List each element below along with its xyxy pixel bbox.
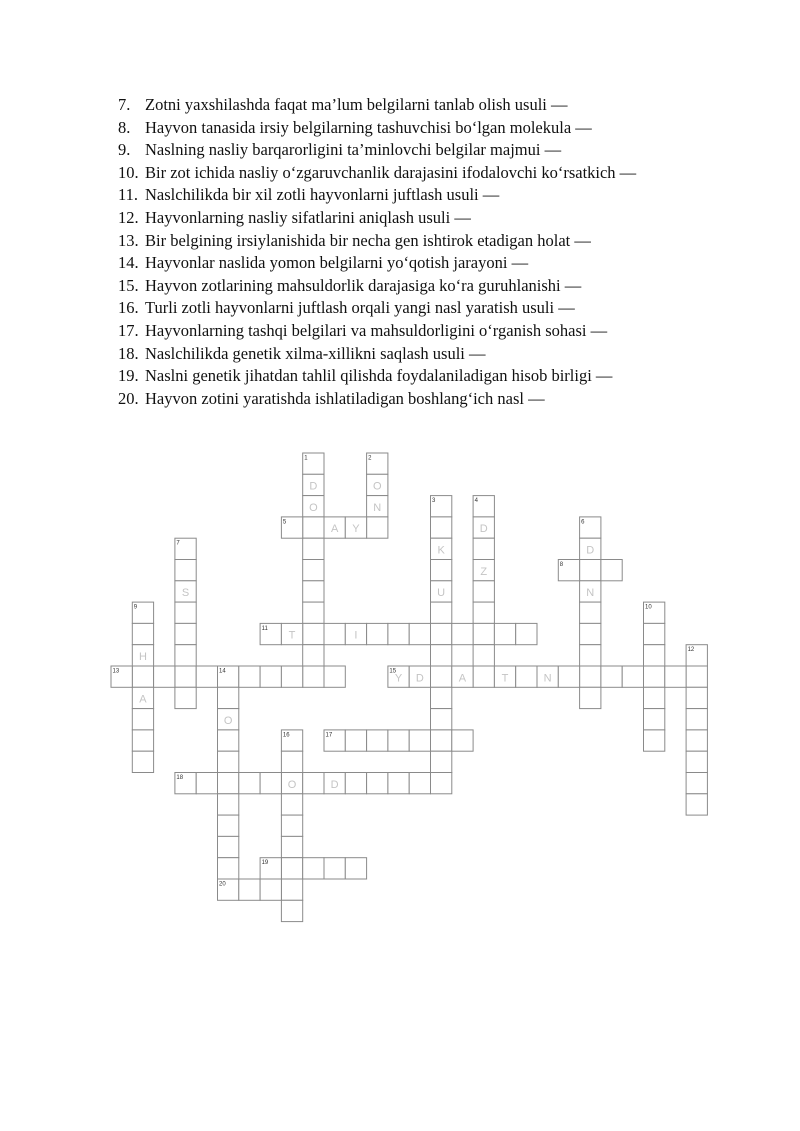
crossword-cell[interactable]: [431, 751, 452, 772]
crossword-cell[interactable]: [644, 709, 665, 730]
crossword-cell[interactable]: [281, 794, 302, 815]
cell-number: 4: [474, 498, 478, 505]
crossword-cell[interactable]: [452, 730, 473, 751]
crossword-cell[interactable]: [644, 623, 665, 644]
crossword-cell[interactable]: [601, 560, 622, 581]
cell-letter: H: [138, 651, 147, 664]
cell-letter: O: [223, 714, 233, 727]
clue-item: 11. Naslchilikda bir xil zotli hayvonlarni juftlash usuli —: [118, 185, 500, 205]
crossword-cell[interactable]: [196, 773, 217, 794]
crossword-cell[interactable]: [431, 602, 452, 623]
crossword-cell[interactable]: [303, 581, 324, 602]
cell-letter: I: [354, 629, 358, 642]
crossword-cell[interactable]: [367, 517, 388, 538]
crossword-cell[interactable]: [473, 645, 494, 666]
crossword-cell[interactable]: [239, 879, 260, 900]
cell-letter: O: [309, 501, 318, 514]
crossword-cell[interactable]: [367, 773, 388, 794]
cell-number: 6: [581, 519, 585, 526]
crossword-cell[interactable]: [175, 560, 196, 581]
clue-item: 14. Hayvonlar naslida yomon belgilarni yo‘qotish jarayoni —: [118, 253, 529, 273]
crossword-cell[interactable]: [218, 773, 239, 794]
cell-number: 19: [261, 860, 269, 867]
cell-number: 18: [176, 775, 184, 781]
clue-item: 8. Hayvon tanasida irsiy belgilarning tashuvchisi bo‘lgan molekula —: [118, 117, 592, 137]
cell-letter: S: [181, 587, 190, 600]
cell-number: 17: [325, 732, 333, 739]
crossword-cell[interactable]: [303, 773, 324, 794]
clue-item: 12. Hayvonlarning nasliy sifatlarini aniqlash usuli —: [118, 207, 471, 227]
crossword-cell[interactable]: [154, 666, 175, 687]
crossword-cell[interactable]: [388, 623, 409, 644]
cell-number: 11: [261, 625, 268, 632]
cell-letter: D: [586, 544, 595, 557]
crossword-cell[interactable]: [132, 730, 153, 751]
crossword-cell[interactable]: [303, 645, 324, 666]
crossword-cell[interactable]: [132, 751, 153, 772]
clue-item: 10. Bir zot ichida nasliy o‘zgaruvchanlik darajasini ifodalovchi ko‘rsatkich —: [118, 162, 637, 182]
cell-number: 7: [176, 540, 180, 547]
crossword-cell[interactable]: [558, 666, 579, 687]
crossword-cell[interactable]: [260, 666, 281, 687]
cell-letter: D: [309, 480, 318, 493]
crossword-cell[interactable]: [132, 623, 153, 644]
crossword-cell[interactable]: [601, 666, 622, 687]
crossword-cell[interactable]: [409, 730, 430, 751]
crossword-cell[interactable]: [239, 773, 260, 794]
crossword-cell[interactable]: [281, 879, 302, 900]
crossword-cell[interactable]: [367, 730, 388, 751]
crossword-cell[interactable]: [431, 666, 452, 687]
cell-letter: A: [139, 693, 147, 706]
crossword-cell[interactable]: [303, 517, 324, 538]
crossword-cell[interactable]: [281, 858, 302, 879]
crossword-cell[interactable]: [218, 815, 239, 836]
cell-number: 2: [368, 455, 372, 462]
crossword-cell[interactable]: [686, 666, 707, 687]
crossword-cell[interactable]: [218, 751, 239, 772]
crossword-cell[interactable]: [175, 687, 196, 708]
cell-number: 10: [645, 604, 652, 611]
cell-letter: N: [373, 501, 382, 514]
crossword-cell[interactable]: [303, 560, 324, 581]
crossword-cell[interactable]: [686, 794, 707, 815]
cell-number: 13: [112, 668, 120, 675]
crossword-cell[interactable]: [431, 687, 452, 708]
crossword-cell[interactable]: [644, 730, 665, 751]
crossword-cell[interactable]: [281, 836, 302, 857]
crossword-cell[interactable]: [175, 645, 196, 666]
cell-number: 20: [219, 881, 226, 888]
crossword-cell[interactable]: [281, 751, 302, 772]
crossword-cell[interactable]: [409, 773, 430, 794]
crossword-cell[interactable]: [431, 560, 452, 581]
crossword-cell[interactable]: [196, 666, 217, 687]
crossword-cell[interactable]: [260, 773, 281, 794]
cell-letter: T: [501, 672, 509, 685]
crossword-cell[interactable]: [644, 645, 665, 666]
crossword-cell[interactable]: [431, 709, 452, 730]
crossword-cell[interactable]: [686, 730, 707, 751]
crossword-cell[interactable]: [473, 602, 494, 623]
crossword-cell[interactable]: [452, 623, 473, 644]
cell-number: 5: [282, 519, 287, 526]
cell-letter: Y: [352, 523, 360, 536]
cell-letter: D: [415, 672, 424, 685]
crossword-cell[interactable]: [580, 666, 601, 687]
crossword-cell[interactable]: [324, 858, 345, 879]
crossword-cell[interactable]: [345, 730, 366, 751]
crossword-cell[interactable]: [516, 666, 537, 687]
cell-letter: A: [458, 672, 467, 685]
crossword-cell[interactable]: [431, 517, 452, 538]
crossword-cell[interactable]: [218, 730, 239, 751]
clue-item: 13. Bir belgining irsiylanishida bir necha gen ishtirok etadigan holat —: [118, 230, 591, 250]
crossword-cell[interactable]: [431, 730, 452, 751]
crossword-cell[interactable]: [665, 666, 686, 687]
crossword-cell[interactable]: [175, 666, 196, 687]
crossword-cell[interactable]: [431, 773, 452, 794]
crossword-cell[interactable]: [686, 687, 707, 708]
cell-letter: Z: [480, 565, 488, 578]
crossword-cell[interactable]: [388, 730, 409, 751]
cell-letter: D: [479, 523, 488, 536]
crossword-cell[interactable]: [473, 538, 494, 559]
crossword-cell[interactable]: [367, 623, 388, 644]
crossword-cell[interactable]: [580, 560, 601, 581]
crossword-cell[interactable]: [281, 666, 302, 687]
crossword-cell[interactable]: [580, 687, 601, 708]
cell-number: 1: [304, 455, 308, 462]
cell-number: 16: [282, 732, 290, 739]
cell-number: 15: [389, 668, 397, 675]
crossword-cell[interactable]: [686, 751, 707, 772]
cell-number: 14: [219, 668, 226, 675]
crossword-cell[interactable]: [580, 645, 601, 666]
crossword-cell[interactable]: [388, 773, 409, 794]
clue-item: 15. Hayvon zotlarining mahsuldorlik darajasiga ko‘ra guruhlanishi —: [118, 275, 582, 295]
crossword-cell[interactable]: [303, 602, 324, 623]
crossword-cell[interactable]: [580, 602, 601, 623]
crossword-cell[interactable]: [260, 879, 281, 900]
clue-item: 7. Zotni yaxshilashda faqat ma’lum belgilarni tanlab olish usuli —: [118, 95, 568, 114]
crossword-cell[interactable]: [303, 623, 324, 644]
cell-letter: U: [437, 587, 446, 600]
crossword-cell[interactable]: [218, 836, 239, 857]
crossword-cell[interactable]: [622, 666, 643, 687]
crossword-cell[interactable]: [324, 666, 345, 687]
crossword-cell[interactable]: [686, 773, 707, 794]
cell-number: 12: [687, 647, 695, 654]
crossword-cell[interactable]: [132, 666, 153, 687]
crossword-cell[interactable]: [303, 666, 324, 687]
cell-letter: N: [543, 672, 552, 685]
cell-number: 8: [559, 562, 564, 568]
crossword-cell[interactable]: [218, 794, 239, 815]
cell-letter: D: [330, 778, 339, 791]
crossword-cell[interactable]: [324, 623, 345, 644]
cell-letter: K: [437, 544, 445, 557]
crossword-cell[interactable]: [345, 773, 366, 794]
cell-letter: Y: [394, 672, 403, 685]
crossword-cell[interactable]: [473, 623, 494, 644]
cell-number: 9: [133, 604, 138, 611]
crossword-cell[interactable]: [345, 858, 366, 879]
clue-item: 16. Turli zotli hayvonlarni juftlash orqali yangi nasl yaratish usuli —: [118, 298, 575, 318]
crossword-cell[interactable]: [281, 815, 302, 836]
cell-letter: O: [287, 778, 297, 791]
clue-item: 20. Hayvon zotini yaratishda ishlatiladigan boshlang‘ich nasl —: [118, 388, 545, 408]
cell-letter: O: [372, 480, 382, 493]
crossword-cell[interactable]: [473, 581, 494, 602]
crossword-cell[interactable]: [303, 858, 324, 879]
crossword-cell[interactable]: [644, 687, 665, 708]
crossword-cell[interactable]: [431, 645, 452, 666]
crossword-cell[interactable]: [218, 687, 239, 708]
crossword-cell[interactable]: [431, 623, 452, 644]
crossword-cell[interactable]: [239, 666, 260, 687]
crossword-cell[interactable]: [580, 623, 601, 644]
crossword-cell[interactable]: [132, 709, 153, 730]
crossword-cell[interactable]: [516, 623, 537, 644]
crossword-cell[interactable]: [494, 623, 515, 644]
crossword-cell[interactable]: [175, 623, 196, 644]
cell-letter: N: [586, 587, 595, 600]
crossword-cell[interactable]: [473, 666, 494, 687]
cell-number: 3: [432, 498, 436, 505]
crossword-cell[interactable]: [644, 666, 665, 687]
clue-item: 19. Naslni genetik jihatdan tahlil qilishda foydalaniladigan hisob birligi —: [118, 366, 613, 386]
crossword-cell[interactable]: [303, 538, 324, 559]
cell-letter: A: [330, 523, 339, 536]
crossword-cell[interactable]: [281, 900, 302, 921]
crossword-cell[interactable]: [175, 602, 196, 623]
crossword-cell[interactable]: [218, 858, 239, 879]
cell-letter: T: [288, 629, 296, 642]
clue-item: 18. Naslchilikda genetik xilma-xillikni saqlash usuli —: [118, 343, 486, 363]
clue-item: 17. Hayvonlarning tashqi belgilari va mahsuldorligini o‘rganish sohasi —: [118, 320, 608, 340]
crossword-cell[interactable]: [686, 709, 707, 730]
crossword-cell[interactable]: [409, 623, 430, 644]
clue-item: 9. Naslning nasliy barqarorligini ta’minlovchi belgilar majmui —: [118, 140, 562, 160]
